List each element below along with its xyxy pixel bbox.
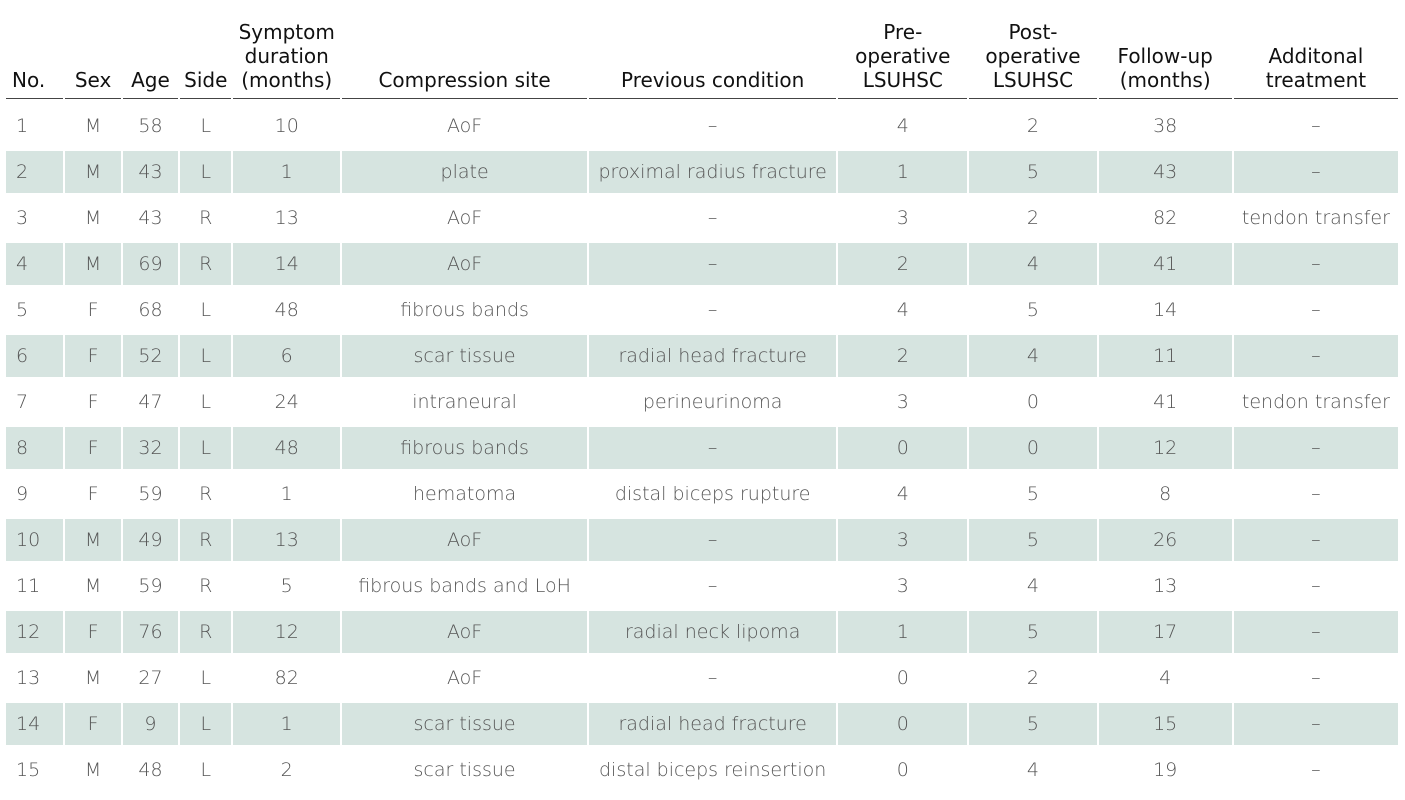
table-row bbox=[6, 563, 1398, 609]
cell-symptom-duration: 48 bbox=[233, 425, 340, 471]
cell-follow-up: 43 bbox=[1099, 149, 1232, 195]
cell-side: L bbox=[180, 747, 231, 793]
cell-previous-condition: distal biceps rupture bbox=[589, 471, 836, 517]
header-additional-treatment: Additonal treatment bbox=[1234, 0, 1398, 99]
cell-postoperative-lsuhsc: 5 bbox=[969, 287, 1096, 333]
cell-additional-treatment: – bbox=[1234, 747, 1398, 793]
cell-symptom-duration: 48 bbox=[233, 287, 340, 333]
table-row bbox=[6, 701, 1398, 747]
cell-compression-site: fibrous bands and LoH bbox=[342, 563, 587, 609]
cell-age: 27 bbox=[123, 655, 178, 701]
cell-age: 58 bbox=[123, 99, 178, 149]
table-row bbox=[6, 655, 1398, 701]
cell-age: 49 bbox=[123, 517, 178, 563]
cell-compression-site: AoF bbox=[342, 241, 587, 287]
cell-side: L bbox=[180, 701, 231, 747]
cell-preoperative-lsuhsc: 1 bbox=[838, 149, 967, 195]
cell-symptom-duration: 13 bbox=[233, 195, 340, 241]
cell-additional-treatment: – bbox=[1234, 241, 1398, 287]
header-postoperative-lsuhsc: Post-operative LSUHSC bbox=[969, 0, 1096, 99]
cell-previous-condition: proximal radius fracture bbox=[589, 149, 836, 195]
cell-compression-site: AoF bbox=[342, 195, 587, 241]
table-row bbox=[6, 471, 1398, 517]
cell-preoperative-lsuhsc: 1 bbox=[838, 609, 967, 655]
cell-preoperative-lsuhsc: 0 bbox=[838, 701, 967, 747]
cell-symptom-duration: 14 bbox=[233, 241, 340, 287]
cell-sex: M bbox=[65, 195, 120, 241]
cell-side: L bbox=[180, 149, 231, 195]
cell-sex: F bbox=[65, 425, 120, 471]
cell-age: 69 bbox=[123, 241, 178, 287]
cell-age: 52 bbox=[123, 333, 178, 379]
cell-symptom-duration: 5 bbox=[233, 563, 340, 609]
cell-preoperative-lsuhsc: 2 bbox=[838, 241, 967, 287]
cell-compression-site: plate bbox=[342, 149, 587, 195]
cell-follow-up: 82 bbox=[1099, 195, 1232, 241]
cell-symptom-duration: 10 bbox=[233, 99, 340, 149]
cell-no: 14 bbox=[6, 701, 63, 747]
cell-no: 8 bbox=[6, 425, 63, 471]
cell-side: L bbox=[180, 655, 231, 701]
cell-compression-site: intraneural bbox=[342, 379, 587, 425]
cell-previous-condition: radial neck lipoma bbox=[589, 609, 836, 655]
cell-previous-condition: – bbox=[589, 195, 836, 241]
cell-sex: F bbox=[65, 471, 120, 517]
cell-additional-treatment: tendon transfer bbox=[1234, 195, 1398, 241]
clinical-data-table bbox=[4, 0, 1400, 793]
cell-no: 7 bbox=[6, 379, 63, 425]
cell-postoperative-lsuhsc: 4 bbox=[969, 333, 1096, 379]
cell-age: 76 bbox=[123, 609, 178, 655]
cell-postoperative-lsuhsc: 4 bbox=[969, 563, 1096, 609]
table-row bbox=[6, 333, 1398, 379]
cell-preoperative-lsuhsc: 3 bbox=[838, 379, 967, 425]
cell-additional-treatment: – bbox=[1234, 517, 1398, 563]
table-row bbox=[6, 149, 1398, 195]
cell-follow-up: 14 bbox=[1099, 287, 1232, 333]
cell-age: 59 bbox=[123, 471, 178, 517]
cell-previous-condition: – bbox=[589, 425, 836, 471]
header-sex: Sex bbox=[65, 0, 120, 99]
cell-compression-site: scar tissue bbox=[342, 747, 587, 793]
cell-symptom-duration: 6 bbox=[233, 333, 340, 379]
cell-side: R bbox=[180, 195, 231, 241]
table-row bbox=[6, 195, 1398, 241]
table-row bbox=[6, 425, 1398, 471]
cell-symptom-duration: 1 bbox=[233, 149, 340, 195]
cell-postoperative-lsuhsc: 5 bbox=[969, 471, 1096, 517]
cell-compression-site: hematoma bbox=[342, 471, 587, 517]
cell-compression-site: AoF bbox=[342, 517, 587, 563]
cell-no: 1 bbox=[6, 99, 63, 149]
header-symptom-duration: Symptom duration (months) bbox=[233, 0, 340, 99]
cell-postoperative-lsuhsc: 5 bbox=[969, 149, 1096, 195]
cell-additional-treatment: – bbox=[1234, 99, 1398, 149]
cell-no: 3 bbox=[6, 195, 63, 241]
cell-no: 2 bbox=[6, 149, 63, 195]
cell-age: 68 bbox=[123, 287, 178, 333]
header-side: Side bbox=[180, 0, 231, 99]
cell-side: L bbox=[180, 99, 231, 149]
cell-additional-treatment: tendon transfer bbox=[1234, 379, 1398, 425]
cell-postoperative-lsuhsc: 2 bbox=[969, 99, 1096, 149]
cell-previous-condition: radial head fracture bbox=[589, 701, 836, 747]
cell-follow-up: 19 bbox=[1099, 747, 1232, 793]
cell-side: R bbox=[180, 517, 231, 563]
cell-additional-treatment: – bbox=[1234, 563, 1398, 609]
cell-previous-condition: – bbox=[589, 655, 836, 701]
cell-previous-condition: – bbox=[589, 241, 836, 287]
table-row bbox=[6, 517, 1398, 563]
cell-no: 9 bbox=[6, 471, 63, 517]
cell-preoperative-lsuhsc: 0 bbox=[838, 747, 967, 793]
cell-symptom-duration: 12 bbox=[233, 609, 340, 655]
cell-previous-condition: radial head fracture bbox=[589, 333, 836, 379]
header-compression-site: Compression site bbox=[342, 0, 587, 99]
cell-no: 4 bbox=[6, 241, 63, 287]
cell-preoperative-lsuhsc: 3 bbox=[838, 517, 967, 563]
cell-compression-site: scar tissue bbox=[342, 333, 587, 379]
cell-follow-up: 12 bbox=[1099, 425, 1232, 471]
table-body bbox=[6, 99, 1398, 793]
cell-preoperative-lsuhsc: 2 bbox=[838, 333, 967, 379]
cell-additional-treatment: – bbox=[1234, 425, 1398, 471]
cell-sex: M bbox=[65, 517, 120, 563]
table-row bbox=[6, 747, 1398, 793]
cell-additional-treatment: – bbox=[1234, 149, 1398, 195]
cell-follow-up: 11 bbox=[1099, 333, 1232, 379]
cell-postoperative-lsuhsc: 0 bbox=[969, 425, 1096, 471]
cell-age: 48 bbox=[123, 747, 178, 793]
cell-compression-site: fibrous bands bbox=[342, 425, 587, 471]
cell-previous-condition: – bbox=[589, 99, 836, 149]
cell-symptom-duration: 13 bbox=[233, 517, 340, 563]
header-preoperative-lsuhsc: Pre-operative LSUHSC bbox=[838, 0, 967, 99]
header-row bbox=[6, 0, 1398, 99]
cell-sex: F bbox=[65, 287, 120, 333]
cell-sex: M bbox=[65, 241, 120, 287]
cell-symptom-duration: 2 bbox=[233, 747, 340, 793]
cell-no: 6 bbox=[6, 333, 63, 379]
cell-sex: M bbox=[65, 655, 120, 701]
cell-additional-treatment: – bbox=[1234, 609, 1398, 655]
cell-previous-condition: – bbox=[589, 517, 836, 563]
cell-postoperative-lsuhsc: 5 bbox=[969, 609, 1096, 655]
cell-additional-treatment: – bbox=[1234, 287, 1398, 333]
cell-additional-treatment: – bbox=[1234, 333, 1398, 379]
cell-follow-up: 17 bbox=[1099, 609, 1232, 655]
cell-sex: F bbox=[65, 379, 120, 425]
cell-postoperative-lsuhsc: 2 bbox=[969, 195, 1096, 241]
cell-symptom-duration: 24 bbox=[233, 379, 340, 425]
table-row bbox=[6, 287, 1398, 333]
table-row bbox=[6, 609, 1398, 655]
cell-preoperative-lsuhsc: 4 bbox=[838, 471, 967, 517]
cell-age: 9 bbox=[123, 701, 178, 747]
cell-follow-up: 13 bbox=[1099, 563, 1232, 609]
cell-sex: F bbox=[65, 701, 120, 747]
cell-compression-site: AoF bbox=[342, 609, 587, 655]
cell-postoperative-lsuhsc: 0 bbox=[969, 379, 1096, 425]
cell-previous-condition: distal biceps reinsertion bbox=[589, 747, 836, 793]
cell-side: L bbox=[180, 333, 231, 379]
cell-compression-site: scar tissue bbox=[342, 701, 587, 747]
cell-preoperative-lsuhsc: 0 bbox=[838, 655, 967, 701]
cell-follow-up: 8 bbox=[1099, 471, 1232, 517]
cell-previous-condition: – bbox=[589, 563, 836, 609]
cell-symptom-duration: 1 bbox=[233, 701, 340, 747]
cell-symptom-duration: 82 bbox=[233, 655, 340, 701]
table-row bbox=[6, 99, 1398, 149]
cell-previous-condition: perineurinoma bbox=[589, 379, 836, 425]
cell-no: 5 bbox=[6, 287, 63, 333]
cell-side: L bbox=[180, 379, 231, 425]
cell-no: 12 bbox=[6, 609, 63, 655]
cell-sex: M bbox=[65, 99, 120, 149]
cell-sex: M bbox=[65, 747, 120, 793]
table-row bbox=[6, 379, 1398, 425]
cell-follow-up: 26 bbox=[1099, 517, 1232, 563]
cell-follow-up: 4 bbox=[1099, 655, 1232, 701]
cell-preoperative-lsuhsc: 4 bbox=[838, 287, 967, 333]
cell-postoperative-lsuhsc: 4 bbox=[969, 241, 1096, 287]
cell-age: 47 bbox=[123, 379, 178, 425]
cell-sex: F bbox=[65, 333, 120, 379]
cell-additional-treatment: – bbox=[1234, 655, 1398, 701]
header-previous-condition: Previous condition bbox=[589, 0, 836, 99]
cell-postoperative-lsuhsc: 5 bbox=[969, 701, 1096, 747]
table-row bbox=[6, 241, 1398, 287]
cell-preoperative-lsuhsc: 3 bbox=[838, 195, 967, 241]
cell-preoperative-lsuhsc: 4 bbox=[838, 99, 967, 149]
cell-additional-treatment: – bbox=[1234, 701, 1398, 747]
cell-sex: M bbox=[65, 563, 120, 609]
cell-no: 13 bbox=[6, 655, 63, 701]
cell-additional-treatment: – bbox=[1234, 471, 1398, 517]
cell-no: 15 bbox=[6, 747, 63, 793]
header-no: No. bbox=[6, 0, 63, 99]
cell-preoperative-lsuhsc: 0 bbox=[838, 425, 967, 471]
cell-side: R bbox=[180, 471, 231, 517]
cell-follow-up: 15 bbox=[1099, 701, 1232, 747]
cell-age: 59 bbox=[123, 563, 178, 609]
cell-preoperative-lsuhsc: 3 bbox=[838, 563, 967, 609]
header-follow-up: Follow-up (months) bbox=[1099, 0, 1232, 99]
cell-side: L bbox=[180, 425, 231, 471]
cell-compression-site: AoF bbox=[342, 99, 587, 149]
cell-side: R bbox=[180, 563, 231, 609]
cell-previous-condition: – bbox=[589, 287, 836, 333]
cell-postoperative-lsuhsc: 4 bbox=[969, 747, 1096, 793]
cell-follow-up: 38 bbox=[1099, 99, 1232, 149]
cell-follow-up: 41 bbox=[1099, 379, 1232, 425]
cell-side: L bbox=[180, 287, 231, 333]
cell-symptom-duration: 1 bbox=[233, 471, 340, 517]
cell-no: 10 bbox=[6, 517, 63, 563]
cell-compression-site: fibrous bands bbox=[342, 287, 587, 333]
cell-age: 43 bbox=[123, 195, 178, 241]
cell-postoperative-lsuhsc: 2 bbox=[969, 655, 1096, 701]
header-age: Age bbox=[123, 0, 178, 99]
cell-side: R bbox=[180, 609, 231, 655]
cell-postoperative-lsuhsc: 5 bbox=[969, 517, 1096, 563]
cell-sex: F bbox=[65, 609, 120, 655]
cell-compression-site: AoF bbox=[342, 655, 587, 701]
cell-age: 32 bbox=[123, 425, 178, 471]
cell-no: 11 bbox=[6, 563, 63, 609]
cell-follow-up: 41 bbox=[1099, 241, 1232, 287]
cell-sex: M bbox=[65, 149, 120, 195]
cell-age: 43 bbox=[123, 149, 178, 195]
cell-side: R bbox=[180, 241, 231, 287]
